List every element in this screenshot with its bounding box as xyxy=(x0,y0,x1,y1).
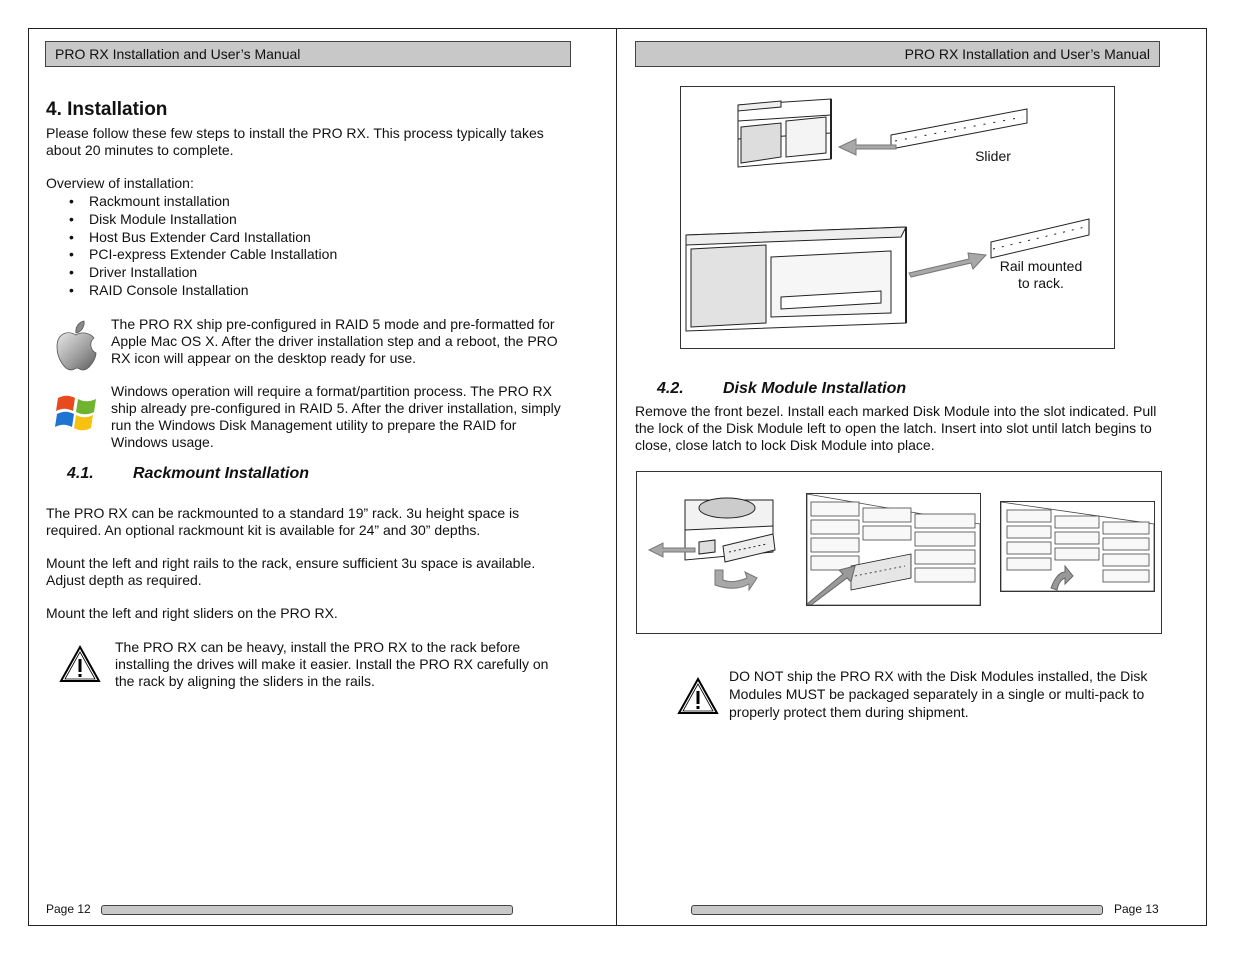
windows-logo-icon xyxy=(55,392,99,434)
apple-logo-icon xyxy=(54,318,98,372)
page-divider xyxy=(616,28,617,926)
rackmount-paragraph-1: The PRO RX can be rackmounted to a standard 19” rack. 3u height space is required. An optional rackmount kit is available for 24” and 30” depths. xyxy=(46,505,520,538)
overview-list xyxy=(67,193,337,300)
list-item: • Rackmount installation xyxy=(67,193,337,211)
disk-module-paragraph: Remove the front bezel. Install each marked Disk Module into the slot indicated. Pull the lock of the Disk Module left to open the latch. Insert into slot until latch begins to close, close latch to lock Disk Module into place. xyxy=(635,403,1157,453)
section-number: 4.1. xyxy=(67,465,94,482)
rackmount-figure xyxy=(680,86,1115,349)
windows-note: Windows operation will require a format/partition process. The PRO RX ship already pre-configured in RAID 5. After the driver installation, simply run the Windows Disk Management utility to prepare the RAID for Windows usage. xyxy=(111,383,561,450)
rail-label xyxy=(981,258,1101,292)
warning-triangle-icon xyxy=(58,644,102,684)
rackmount-paragraph-2: Mount the left and right rails to the rack, ensure sufficient 3u space is available. Adjust depth as required. xyxy=(46,555,536,588)
list-item: • Driver Installation xyxy=(67,264,337,282)
intro-paragraph: Please follow these few steps to install the PRO RX. This process typically takes about 20 minutes to complete. xyxy=(46,125,544,158)
rackmount-paragraph-3: Mount the left and right sliders on the PRO RX. xyxy=(46,605,338,621)
rail-label-line-1: Rail mounted xyxy=(999,258,1083,274)
slider-label: Slider xyxy=(975,148,1011,164)
footer-bar-left xyxy=(101,905,513,915)
right-page-header: PRO RX Installation and User’s Manual xyxy=(635,41,1160,67)
rackmount-illustration xyxy=(681,87,1114,348)
mac-note: The PRO RX ship pre-configured in RAID 5 mode and pre-formatted for Apple Mac OS X. After the driver installation step and a reboot, the PRO RX icon will appear on the desktop ready for use. xyxy=(111,316,558,366)
list-item: • Host Bus Extender Card Installation xyxy=(67,229,337,247)
left-page-header: PRO RX Installation and User’s Manual xyxy=(45,41,571,67)
section-title: Rackmount Installation xyxy=(133,465,310,482)
chassis-latch-subfigure xyxy=(1000,501,1155,592)
list-item: • PCI-express Extender Cable Installation xyxy=(67,246,337,264)
shipping-warning: DO NOT ship the PRO RX with the Disk Modules installed, the Disk Modules MUST be packaged separately in a single or multi-pack to properly protect them during shipment. xyxy=(729,668,1148,720)
warning-triangle-icon xyxy=(676,676,720,716)
section-heading-disk-module xyxy=(657,380,906,398)
chassis-insert-subfigure xyxy=(806,493,981,606)
page-number-left: Page 12 xyxy=(46,902,91,916)
disk-module-illustration xyxy=(645,490,785,600)
page-number-right: Page 13 xyxy=(1114,902,1159,916)
overview-label: Overview of installation: xyxy=(46,175,194,191)
list-item: • Disk Module Installation xyxy=(67,211,337,229)
section-title: Disk Module Installation xyxy=(723,380,907,397)
page-title: 4. Installation xyxy=(46,99,168,120)
list-item: • RAID Console Installation xyxy=(67,282,337,300)
chassis-insert-illustration xyxy=(807,494,980,605)
rackmount-warning: The PRO RX can be heavy, install the PRO RX to the rack before installing the drives will make it easier. Install the PRO RX carefully on the rack by aligning the sliders in the rails. xyxy=(115,639,549,689)
rail-label-line-2: to rack. xyxy=(1018,275,1064,291)
section-heading-rackmount xyxy=(67,465,309,483)
chassis-latch-illustration xyxy=(1001,502,1154,591)
section-number: 4.2. xyxy=(657,380,684,397)
disk-module-figure xyxy=(636,471,1162,634)
footer-bar-right xyxy=(691,905,1103,915)
